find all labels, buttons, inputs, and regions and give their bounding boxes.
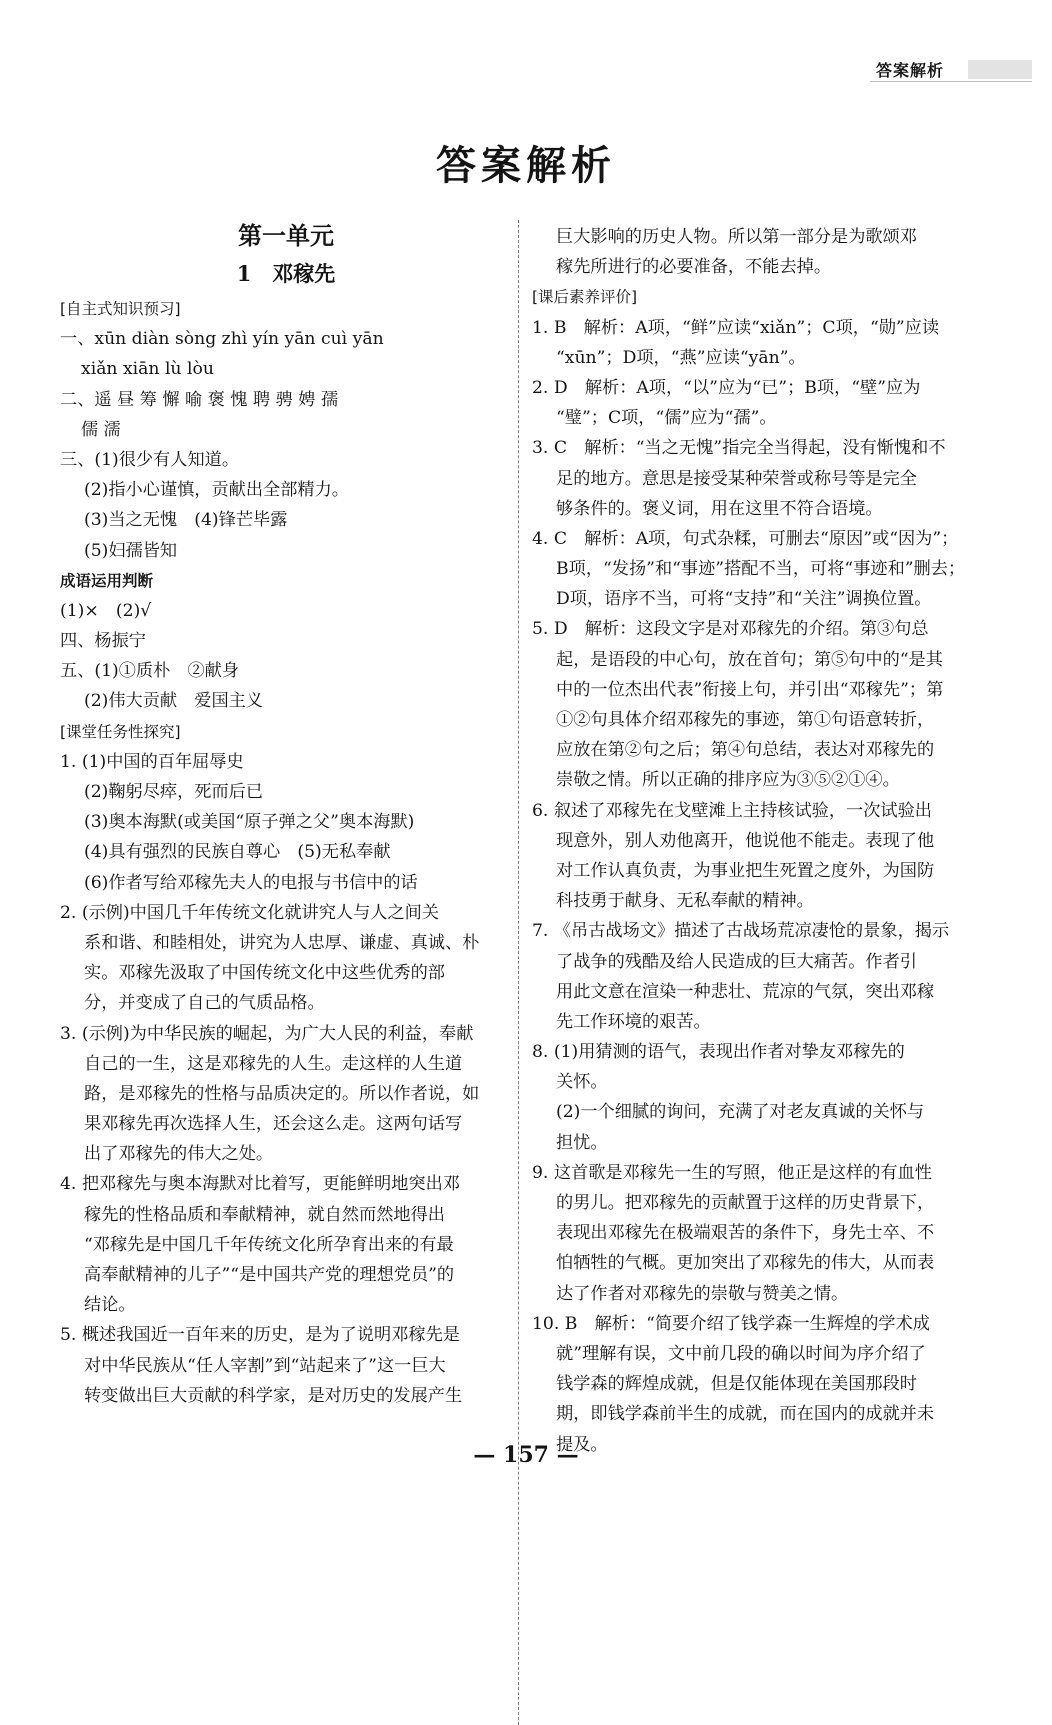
left-line: (1)× (2)√ bbox=[60, 600, 152, 621]
page-title: 答案解析 bbox=[436, 143, 616, 189]
left-line: 结论。 bbox=[84, 1295, 136, 1316]
right-line: “璧”；C项，“儒”应为“孺”。 bbox=[556, 408, 777, 429]
right-line: 钱学森的辉煌成就，但是仅能体现在美国那段时 bbox=[556, 1374, 917, 1395]
right-line: 的男儿。把邓稼先的贡献置于这样的历史背景下， bbox=[556, 1193, 935, 1213]
right-line: 科技勇于献身、无私奉献的精神。 bbox=[556, 891, 814, 912]
left-line: 系和谐、和睦相处，讲究为人忠厚、谦虚、真诚、朴 bbox=[84, 932, 480, 953]
right-line: 5. D 解析：这段文字是对邓稼先的介绍。第③句总 bbox=[532, 619, 929, 640]
left-line: 果邓稼先再次选择人生，还会这么走。这两句话写 bbox=[84, 1114, 463, 1135]
left-column bbox=[60, 218, 512, 1411]
left-line: (3)奥本海默(或美国“原子弹之父”奥本海默) bbox=[84, 812, 415, 833]
left-line: (4)具有强烈的民族自尊心 (5)无私奉献 bbox=[84, 842, 391, 863]
right-column bbox=[532, 222, 982, 1460]
left-line: (2)伟大贡献 爱国主义 bbox=[84, 691, 264, 712]
left-line: 稼先的性格品质和奉献精神，就自然而然地得出 bbox=[84, 1204, 445, 1225]
left-line: (5)妇孺皆知 bbox=[84, 540, 178, 561]
left-line: 出了邓稼先的伟大之处。 bbox=[84, 1144, 274, 1165]
right-line: 7. 《吊古战场文》描述了古战场荒凉凄怆的景象，揭示 bbox=[532, 921, 950, 942]
right-line: 稼先所进行的必要准备，不能去掉。 bbox=[556, 257, 832, 278]
right-line: 4. C 解析：A项，句式杂糅，可删去“原因”或“因为”； bbox=[532, 528, 959, 549]
left-line: (2)鞠躬尽瘁，死而后已 bbox=[84, 782, 264, 802]
left-line: 4. 把邓稼先与奥本海默对比着写，更能鲜明地突出邓 bbox=[60, 1174, 460, 1195]
right-line: 6. 叙述了邓稼先在戈壁滩上主持核试验，一次试验出 bbox=[532, 800, 932, 821]
right-line: [课后素养评价] bbox=[532, 288, 638, 307]
right-line: 足的地方。意思是接受某种荣誉或称号等是完全 bbox=[556, 468, 917, 489]
right-line: 表现出邓稼先在极端艰苦的条件下，身先士卒、不 bbox=[556, 1223, 935, 1244]
left-line: 5. 概述我国近一百年来的历史，是为了说明邓稼先是 bbox=[60, 1325, 460, 1346]
left-line: “邓稼先是中国几千年传统文化所孕育出来的有最 bbox=[84, 1234, 454, 1255]
left-line: 对中华民族从“任人宰割”到“站起来了”这一巨大 bbox=[84, 1355, 446, 1376]
left-line: 儒 濡 bbox=[81, 419, 121, 440]
right-line: 关怀。 bbox=[556, 1072, 608, 1093]
unit-title: 第一单元 bbox=[238, 221, 334, 250]
right-line: 担忧。 bbox=[556, 1132, 608, 1153]
running-header-bar bbox=[968, 60, 1032, 79]
right-line: 用此文意在渲染一种悲壮、荒凉的气氛，突出邓稼 bbox=[556, 981, 935, 1002]
right-line: 起，是语段的中心句，放在首句；第⑤句中的“是其 bbox=[556, 649, 943, 670]
left-line: [课堂任务性探究] bbox=[60, 722, 181, 741]
right-lines bbox=[532, 222, 982, 1460]
left-line: (6)作者写给邓稼先夫人的电报与书信中的话 bbox=[84, 872, 418, 893]
column-divider bbox=[518, 220, 519, 1725]
right-line: ①②句具体介绍邓稼先的事迹，第①句语意转折， bbox=[556, 710, 935, 730]
left-line: (3)当之无愧 (4)锋芒毕露 bbox=[84, 510, 288, 531]
right-line: “xūn”；D项，“燕”应读“yān”。 bbox=[556, 347, 806, 368]
running-header-label: 答案解析 bbox=[876, 61, 945, 80]
right-line: 期，即钱学森前半生的成就，而在国内的成就并未 bbox=[556, 1404, 935, 1425]
page-number: — 157 — bbox=[473, 1442, 579, 1468]
left-line: 五、(1)①质朴 ②献身 bbox=[60, 661, 240, 682]
right-line: 9. 这首歌是邓稼先一生的写照，他正是这样的有血性 bbox=[532, 1162, 932, 1183]
right-line: 中的一位杰出代表”衔接上句，并引出“邓稼先”；第 bbox=[556, 679, 944, 700]
right-line: 3. C 解析：“当之无愧”指完全当得起，没有惭愧和不 bbox=[532, 438, 946, 459]
left-line: 转变做出巨大贡献的科学家，是对历史的发展产生 bbox=[84, 1385, 463, 1406]
left-line: 实。邓稼先汲取了中国传统文化中这些优秀的部 bbox=[84, 963, 445, 984]
lesson-title: 1 邓稼先 bbox=[236, 261, 336, 286]
left-line: 四、杨振宁 bbox=[60, 631, 146, 652]
right-line: 现意外，别人劝他离开，他说他不能走。表现了他 bbox=[556, 830, 935, 851]
right-line: 崇敬之情。所以正确的排序应为③⑤②①④。 bbox=[556, 770, 900, 791]
left-line: 高奉献精神的儿子”“是中国共产党的理想党员”的 bbox=[84, 1265, 455, 1285]
right-line: (2)一个细腻的询问，充满了对老友真诚的关怀与 bbox=[556, 1102, 925, 1123]
left-line: xiǎn xiān lù lòu bbox=[81, 359, 214, 380]
left-line: 三、(1)很少有人知道。 bbox=[60, 449, 240, 470]
right-line: 够条件的。褒义词，用在这里不符合语境。 bbox=[556, 498, 883, 519]
right-line: 提及。 bbox=[556, 1434, 608, 1455]
right-line: 1. B 解析：A项，“鲜”应读“xiǎn”；C项，“勋”应读 bbox=[532, 317, 940, 338]
running-header-rule bbox=[870, 81, 1032, 82]
right-line: 怕牺牲的气概。更加突出了邓稼先的伟大，从而表 bbox=[556, 1253, 935, 1274]
left-line: 3. (示例)为中华民族的崛起，为广大人民的利益，奉献 bbox=[60, 1023, 474, 1044]
right-line: 10. B 解析：“简要介绍了钱学森一生辉煌的学术成 bbox=[532, 1313, 930, 1334]
left-lines bbox=[60, 294, 512, 1411]
right-line: 8. (1)用猜测的语气，表现出作者对挚友邓稼先的 bbox=[532, 1042, 905, 1063]
right-line: 了战争的残酷及给人民造成的巨大痛苦。作者引 bbox=[556, 951, 917, 972]
left-line: [自主式知识预习] bbox=[60, 300, 181, 318]
right-line: 就”理解有误，文中前几段的确以时间为序介绍了 bbox=[556, 1343, 926, 1364]
left-line: (2)指小心谨慎，贡献出全部精力。 bbox=[84, 480, 349, 501]
right-line: B项，“发扬”和“事迹”搭配不当，可将“事迹和”删去； bbox=[556, 559, 966, 580]
right-line: 先工作环境的艰苦。 bbox=[556, 1011, 711, 1032]
right-line: D项，语序不当，可将“支持”和“关注”调换位置。 bbox=[556, 589, 932, 610]
left-line: 1. (1)中国的百年屈辱史 bbox=[60, 751, 244, 772]
right-line: 达了作者对邓稼先的崇敬与赞美之情。 bbox=[556, 1283, 849, 1304]
right-line: 2. D 解析：A项，“以”应为“已”；B项，“壁”应为 bbox=[532, 377, 921, 398]
right-line: 巨大影响的历史人物。所以第一部分是为歌颂邓 bbox=[556, 227, 917, 247]
left-line: 一、xūn diàn sòng zhì yín yān cuì yān bbox=[60, 329, 384, 350]
left-line: 成语运用判断 bbox=[60, 571, 154, 590]
left-line: 分，并变成了自己的气质品格。 bbox=[84, 993, 325, 1014]
left-line: 自己的一生，这是邓稼先的人生。走这样的人生道 bbox=[84, 1053, 463, 1074]
right-line: 应放在第②句之后；第④句总结，表达对邓稼先的 bbox=[556, 740, 935, 761]
right-line: 对工作认真负责，为事业把生死置之度外，为国防 bbox=[556, 860, 935, 881]
left-line: 二、遥 昼 筹 懈 喻 褒 愧 聘 骋 娉 孺 bbox=[60, 389, 339, 410]
left-line: 2. (示例)中国几千年传统文化就讲究人与人之间关 bbox=[60, 902, 440, 923]
left-line: 路，是邓稼先的性格与品质决定的。所以作者说，如 bbox=[84, 1083, 480, 1104]
